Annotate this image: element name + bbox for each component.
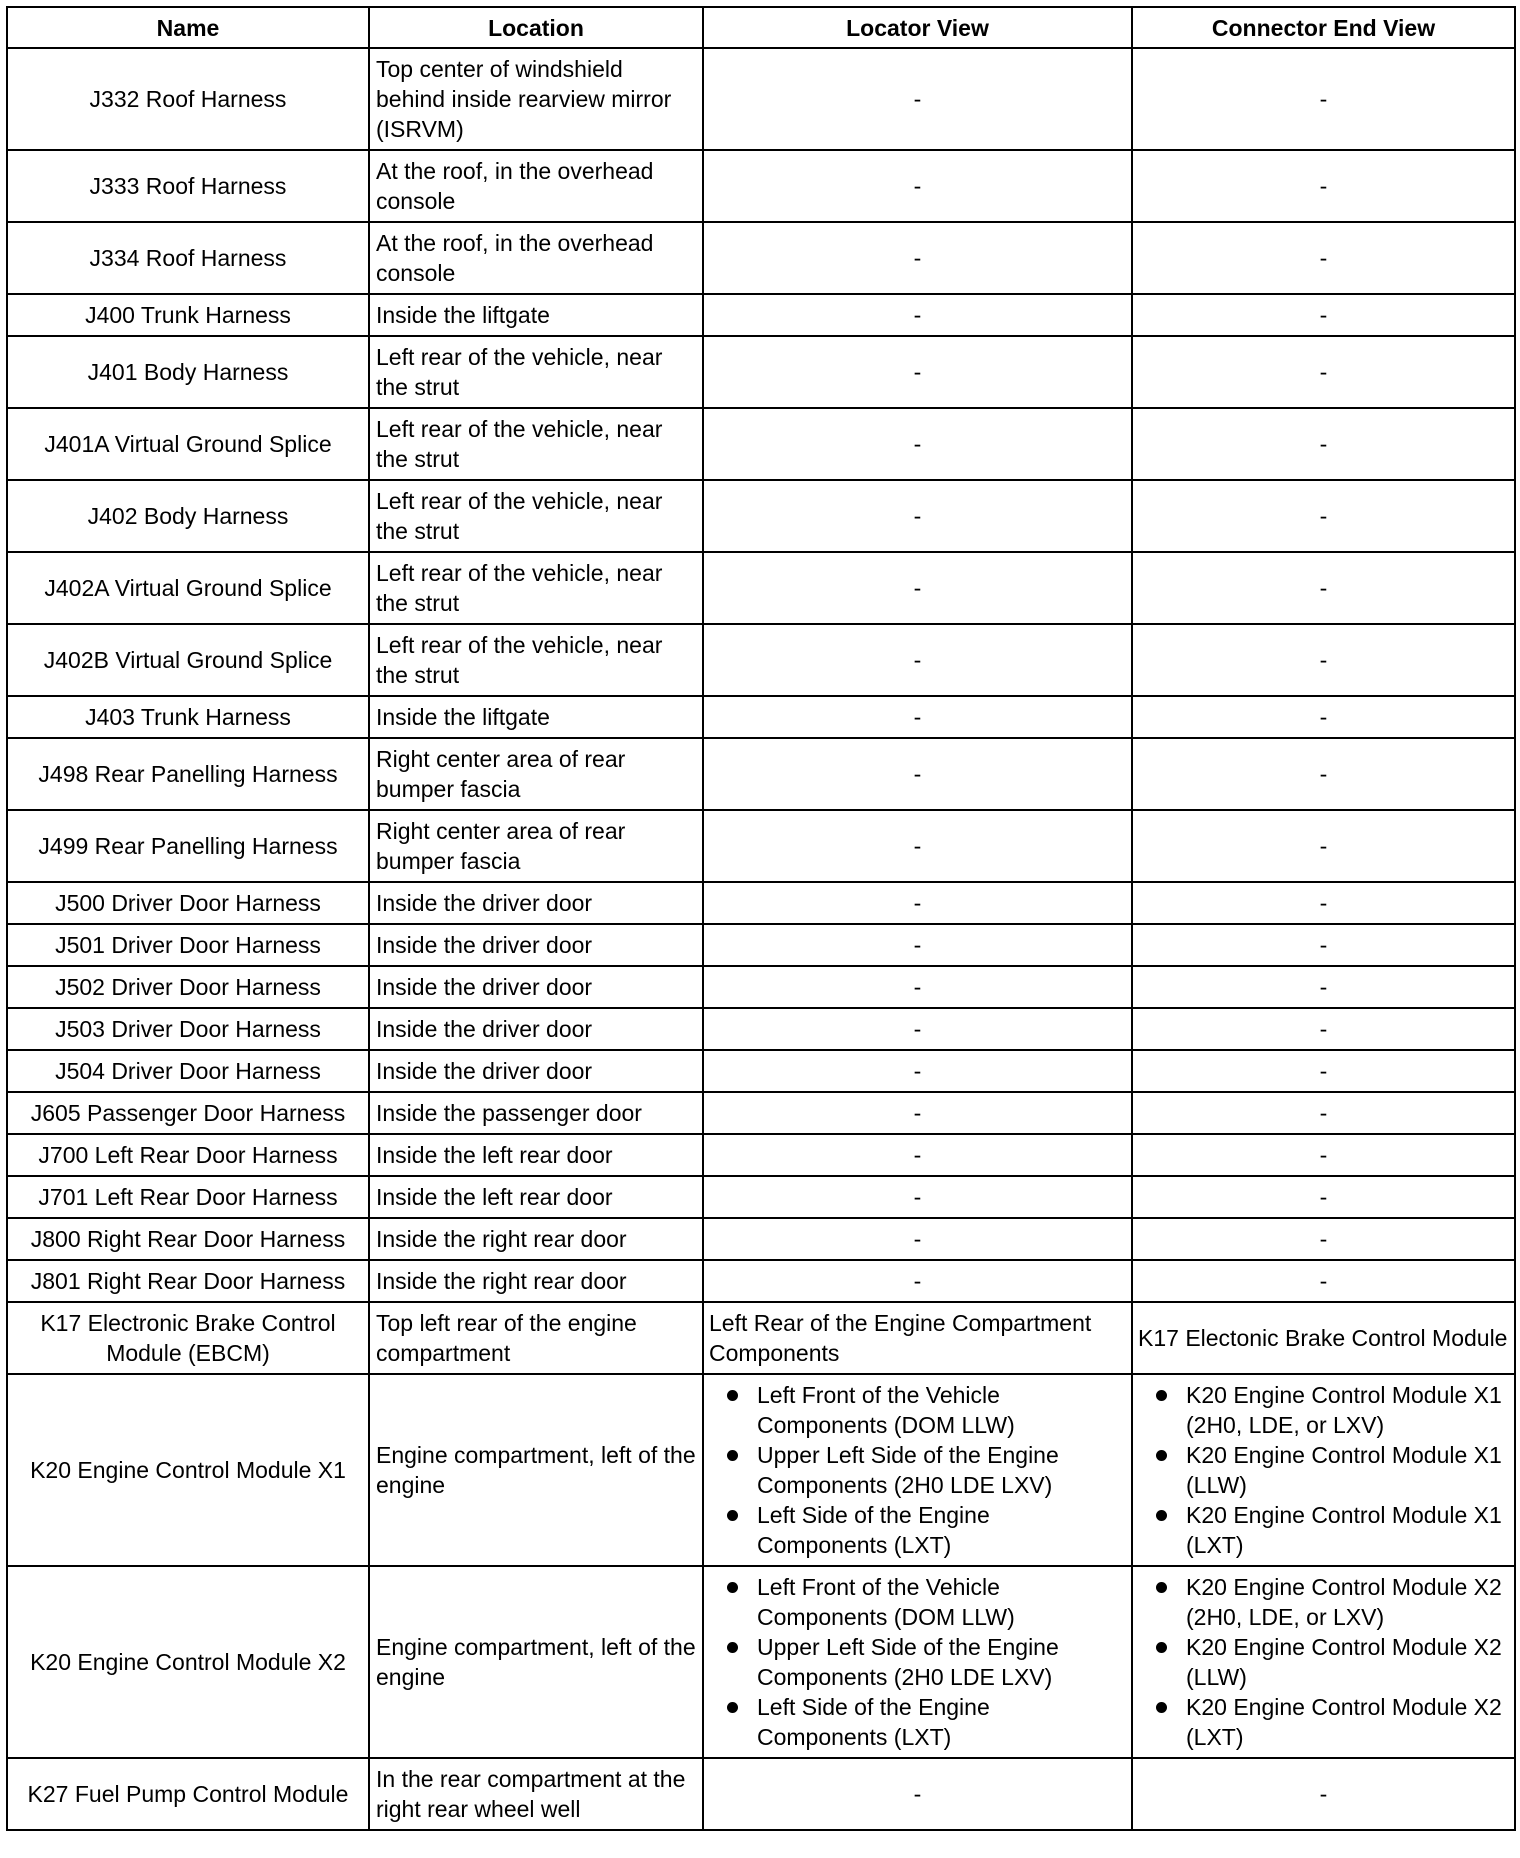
connector-end-view: -: [1132, 48, 1515, 150]
connector-end-view: -: [1132, 552, 1515, 624]
component-name: J801 Right Rear Door Harness: [7, 1260, 369, 1302]
table-row: [7, 480, 1515, 552]
component-location: In the rear compartment at the right rear wheel well: [369, 1758, 703, 1830]
locator-view: -: [703, 924, 1132, 966]
component-location: At the roof, in the overhead console: [369, 222, 703, 294]
locator-view: -: [703, 966, 1132, 1008]
connector-end-view: -: [1132, 810, 1515, 882]
list-item: K20 Engine Control Module X2 (LLW): [1186, 1632, 1508, 1692]
connector-end-view: -: [1132, 150, 1515, 222]
connector-end-view: -: [1132, 1008, 1515, 1050]
locator-view: -: [703, 1092, 1132, 1134]
connector-end-view: [1132, 1374, 1515, 1566]
table-row: [7, 1050, 1515, 1092]
component-location: Inside the passenger door: [369, 1092, 703, 1134]
component-name: J400 Trunk Harness: [7, 294, 369, 336]
locator-view: Left Rear of the Engine Compartment Components: [703, 1302, 1132, 1374]
component-name: J333 Roof Harness: [7, 150, 369, 222]
locator-view: -: [703, 48, 1132, 150]
list-item: Upper Left Side of the Engine Components (2H0 LDE LXV): [757, 1440, 1125, 1500]
component-name: K17 Electronic Brake Control Module (EBCM): [7, 1302, 369, 1374]
connector-end-view: K17 Electonic Brake Control Module: [1132, 1302, 1515, 1374]
component-location: Inside the liftgate: [369, 294, 703, 336]
component-location: Right center area of rear bumper fascia: [369, 810, 703, 882]
connector-end-view: -: [1132, 1050, 1515, 1092]
component-locator-table: [6, 6, 1516, 1831]
table-row: [7, 222, 1515, 294]
component-name: J499 Rear Panelling Harness: [7, 810, 369, 882]
table-body: [7, 48, 1515, 1830]
locator-view: -: [703, 1050, 1132, 1092]
list-item: K20 Engine Control Module X2 (2H0, LDE, or LXV): [1186, 1572, 1508, 1632]
locator-view: -: [703, 480, 1132, 552]
component-location: Engine compartment, left of the engine: [369, 1566, 703, 1758]
list-item: Left Side of the Engine Components (LXT): [757, 1500, 1125, 1560]
list-item: Upper Left Side of the Engine Components (2H0 LDE LXV): [757, 1632, 1125, 1692]
list-item: Left Side of the Engine Components (LXT): [757, 1692, 1125, 1752]
component-name: J402 Body Harness: [7, 480, 369, 552]
connector-end-view: -: [1132, 1758, 1515, 1830]
connector-end-view: -: [1132, 924, 1515, 966]
connector-end-view: -: [1132, 966, 1515, 1008]
connector-end-view: -: [1132, 738, 1515, 810]
locator-view-list: [709, 1380, 1125, 1560]
table-row: [7, 552, 1515, 624]
component-location: Inside the driver door: [369, 1050, 703, 1092]
locator-view: -: [703, 552, 1132, 624]
list-item: K20 Engine Control Module X1 (LLW): [1186, 1440, 1508, 1500]
locator-view: -: [703, 408, 1132, 480]
connector-end-view: -: [1132, 408, 1515, 480]
table-row: [7, 1134, 1515, 1176]
table-row: [7, 336, 1515, 408]
component-name: J334 Roof Harness: [7, 222, 369, 294]
locator-view: -: [703, 1758, 1132, 1830]
component-name: J701 Left Rear Door Harness: [7, 1176, 369, 1218]
component-location: Inside the driver door: [369, 966, 703, 1008]
component-location: Inside the driver door: [369, 1008, 703, 1050]
header-connector-end-view: Connector End View: [1132, 7, 1515, 48]
component-location: At the roof, in the overhead console: [369, 150, 703, 222]
table-row: [7, 294, 1515, 336]
component-name: K20 Engine Control Module X2: [7, 1566, 369, 1758]
connector-end-view: -: [1132, 222, 1515, 294]
table-row: [7, 408, 1515, 480]
connector-end-view: [1132, 1566, 1515, 1758]
header-row: [7, 7, 1515, 48]
component-name: J500 Driver Door Harness: [7, 882, 369, 924]
table-row: [7, 738, 1515, 810]
component-name: J403 Trunk Harness: [7, 696, 369, 738]
locator-view: -: [703, 624, 1132, 696]
table-row: [7, 1176, 1515, 1218]
locator-view: -: [703, 336, 1132, 408]
list-item: K20 Engine Control Module X1 (LXT): [1186, 1500, 1508, 1560]
table-row: [7, 1374, 1515, 1566]
locator-view-list: [709, 1572, 1125, 1752]
connector-end-view: -: [1132, 1134, 1515, 1176]
locator-view: -: [703, 1218, 1132, 1260]
component-name: J503 Driver Door Harness: [7, 1008, 369, 1050]
connector-end-view: -: [1132, 294, 1515, 336]
table-row: [7, 1302, 1515, 1374]
connector-end-view: -: [1132, 1218, 1515, 1260]
list-item: K20 Engine Control Module X2 (LXT): [1186, 1692, 1508, 1752]
list-item: Left Front of the Vehicle Components (DOM LLW): [757, 1380, 1125, 1440]
locator-view: -: [703, 810, 1132, 882]
list-item: Left Front of the Vehicle Components (DOM LLW): [757, 1572, 1125, 1632]
table-row: [7, 1218, 1515, 1260]
locator-view: [703, 1566, 1132, 1758]
component-location: Left rear of the vehicle, near the strut: [369, 552, 703, 624]
locator-view: -: [703, 882, 1132, 924]
header-location: Location: [369, 7, 703, 48]
connector-end-view: -: [1132, 1092, 1515, 1134]
component-location: Inside the driver door: [369, 924, 703, 966]
component-name: J332 Roof Harness: [7, 48, 369, 150]
list-item: K20 Engine Control Module X1 (2H0, LDE, or LXV): [1186, 1380, 1508, 1440]
table-row: [7, 882, 1515, 924]
component-location: Engine compartment, left of the engine: [369, 1374, 703, 1566]
table-row: [7, 48, 1515, 150]
header-name: Name: [7, 7, 369, 48]
connector-end-view: -: [1132, 1176, 1515, 1218]
component-name: J402B Virtual Ground Splice: [7, 624, 369, 696]
locator-view: -: [703, 738, 1132, 810]
locator-view: -: [703, 222, 1132, 294]
header-locator-view: Locator View: [703, 7, 1132, 48]
table-row: [7, 924, 1515, 966]
component-location: Left rear of the vehicle, near the strut: [369, 408, 703, 480]
component-name: K20 Engine Control Module X1: [7, 1374, 369, 1566]
locator-view: -: [703, 150, 1132, 222]
table-row: [7, 1008, 1515, 1050]
connector-end-view: -: [1132, 1260, 1515, 1302]
component-name: J401 Body Harness: [7, 336, 369, 408]
component-location: Inside the left rear door: [369, 1176, 703, 1218]
locator-view: -: [703, 696, 1132, 738]
component-name: J501 Driver Door Harness: [7, 924, 369, 966]
connector-end-view: -: [1132, 624, 1515, 696]
connector-end-view: -: [1132, 696, 1515, 738]
table-row: [7, 1758, 1515, 1830]
component-name: J498 Rear Panelling Harness: [7, 738, 369, 810]
table-row: [7, 1260, 1515, 1302]
component-name: J605 Passenger Door Harness: [7, 1092, 369, 1134]
connector-end-view: -: [1132, 336, 1515, 408]
component-name: J700 Left Rear Door Harness: [7, 1134, 369, 1176]
component-name: J800 Right Rear Door Harness: [7, 1218, 369, 1260]
connector-end-view: -: [1132, 882, 1515, 924]
component-location: Left rear of the vehicle, near the strut: [369, 480, 703, 552]
component-location: Inside the driver door: [369, 882, 703, 924]
component-location: Left rear of the vehicle, near the strut: [369, 624, 703, 696]
locator-view: -: [703, 294, 1132, 336]
locator-view: -: [703, 1008, 1132, 1050]
connector-end-view: -: [1132, 480, 1515, 552]
component-location: Right center area of rear bumper fascia: [369, 738, 703, 810]
component-location: Top left rear of the engine compartment: [369, 1302, 703, 1374]
table-row: [7, 624, 1515, 696]
connector-end-view-list: [1138, 1572, 1508, 1752]
locator-view: -: [703, 1134, 1132, 1176]
table-row: [7, 810, 1515, 882]
component-name: J502 Driver Door Harness: [7, 966, 369, 1008]
table-row: [7, 1566, 1515, 1758]
component-location: Inside the left rear door: [369, 1134, 703, 1176]
component-location: Top center of windshield behind inside rearview mirror (ISRVM): [369, 48, 703, 150]
locator-view: -: [703, 1260, 1132, 1302]
component-name: J401A Virtual Ground Splice: [7, 408, 369, 480]
component-location: Inside the right rear door: [369, 1260, 703, 1302]
component-location: Inside the right rear door: [369, 1218, 703, 1260]
locator-view: [703, 1374, 1132, 1566]
component-name: J504 Driver Door Harness: [7, 1050, 369, 1092]
connector-end-view-list: [1138, 1380, 1508, 1560]
component-location: Inside the liftgate: [369, 696, 703, 738]
locator-view: -: [703, 1176, 1132, 1218]
table-row: [7, 1092, 1515, 1134]
component-name: J402A Virtual Ground Splice: [7, 552, 369, 624]
component-name: K27 Fuel Pump Control Module: [7, 1758, 369, 1830]
component-location: Left rear of the vehicle, near the strut: [369, 336, 703, 408]
table-row: [7, 696, 1515, 738]
table-row: [7, 966, 1515, 1008]
table-row: [7, 150, 1515, 222]
